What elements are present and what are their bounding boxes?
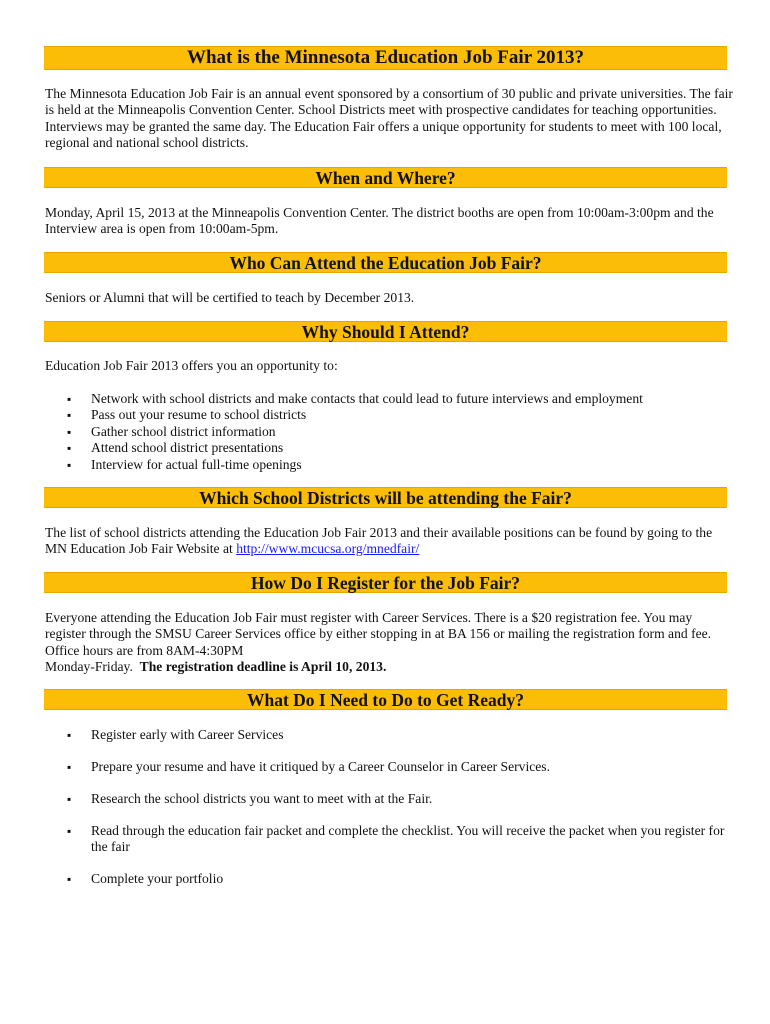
list-item: ▪ Attend school district presentations	[45, 440, 735, 456]
how-register-text: Everyone attending the Education Job Fair must register with Career Services. There is a $20 registration fee. You may register through the SMSU Career Services office by either stopping in at BA 156 or mailing the registration form and fee. Office hours are from 8AM-4:30PM	[45, 610, 712, 658]
what-is-paragraph: The Minnesota Education Job Fair is an annual event sponsored by a consortium of 30 public and private universities. The fair is held at the Minneapolis Convention Center. School Districts meet with prospective candidates for teaching opportunities. Interviews may be granted the same day. The Education Fair offers a unique opportunity for students to meet with 100 local, regional and national school districts.	[45, 86, 733, 151]
list-item: ▪ Read through the education fair packet and complete the checklist. You will receive the packet when you register for the fair	[45, 823, 735, 856]
heading-which-districts: Which School Districts will be attending the Fair?	[44, 487, 727, 508]
list-item: ▪ Gather school district information	[45, 424, 735, 440]
list-item: ▪ Register early with Career Services	[45, 727, 735, 743]
heading-what-is: What is the Minnesota Education Job Fair 2013?	[44, 46, 727, 70]
when-where-paragraph: Monday, April 15, 2013 at the Minneapolis Convention Center. The district booths are open from 10:00am-3:00pm and the Interview area is open from 10:00am-5pm.	[45, 205, 714, 237]
why-attend-intro: Education Job Fair 2013 offers you an opportunity to:	[45, 358, 338, 373]
heading-when-where: When and Where?	[44, 167, 727, 188]
heading-who-can-attend: Who Can Attend the Education Job Fair?	[44, 252, 727, 273]
registration-deadline: The registration deadline is April 10, 2013.	[139, 659, 387, 675]
list-item: ▪ Prepare your resume and have it critiqued by a Career Counselor in Career Services.	[45, 759, 735, 775]
office-days-text: Monday-Friday.	[45, 659, 133, 675]
which-districts-text: The list of school districts attending the Education Job Fair 2013 and their available positions can be found by going to the MN Education Job Fair Website at	[45, 525, 713, 557]
which-districts-paragraph	[45, 525, 735, 558]
who-can-attend-paragraph: Seniors or Alumni that will be certified to teach by December 2013.	[45, 290, 415, 305]
list-item: ▪ Complete your portfolio	[45, 871, 735, 887]
why-attend-list	[45, 391, 735, 473]
heading-why-attend: Why Should I Attend?	[44, 321, 727, 342]
list-item: ▪ Pass out your resume to school districts	[45, 407, 735, 423]
list-item: ▪ Interview for actual full-time openings	[45, 457, 735, 473]
job-fair-website-link[interactable]: http://www.mcucsa.org/mnedfair/	[236, 541, 420, 557]
get-ready-list	[45, 727, 735, 903]
how-register-paragraph	[45, 610, 735, 676]
list-item: ▪ Network with school districts and make contacts that could lead to future interviews and employment	[45, 391, 735, 407]
heading-get-ready: What Do I Need to Do to Get Ready?	[44, 689, 727, 710]
list-item: ▪ Research the school districts you want to meet with at the Fair.	[45, 791, 735, 807]
heading-how-register: How Do I Register for the Job Fair?	[44, 572, 727, 593]
